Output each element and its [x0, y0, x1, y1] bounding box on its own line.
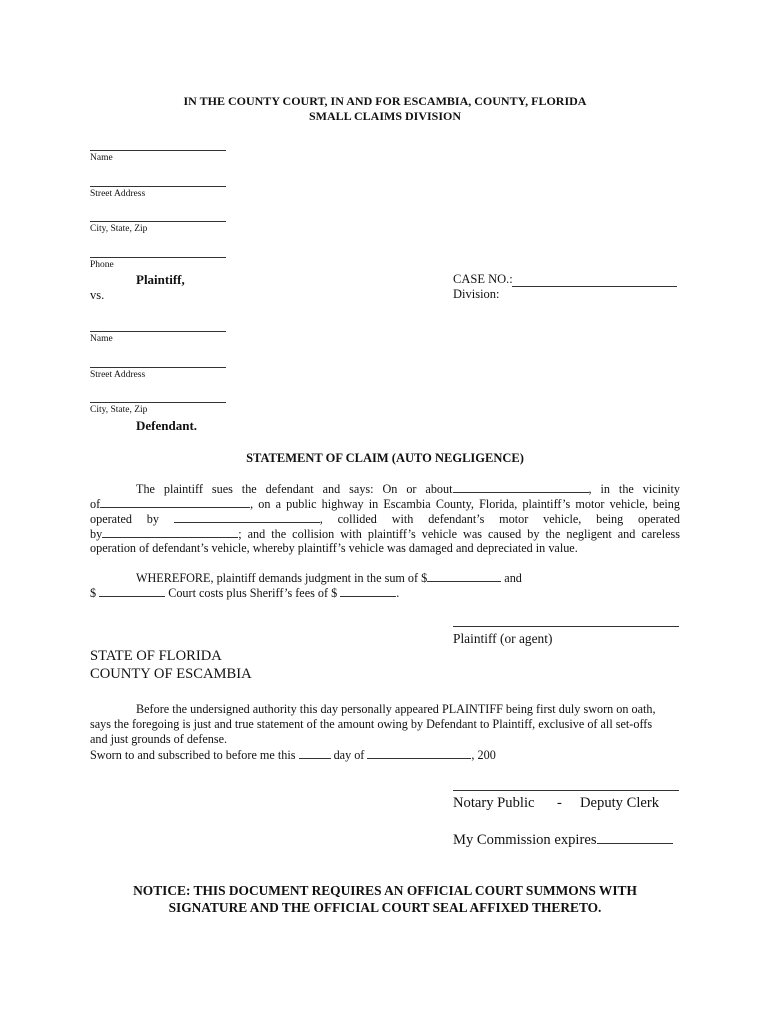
statement-title: STATEMENT OF CLAIM (AUTO NEGLIGENCE): [246, 451, 524, 465]
court-costs-field[interactable]: [99, 585, 165, 597]
year-prefix: , 200: [471, 748, 496, 762]
incident-date-field[interactable]: [453, 481, 589, 493]
defendant-street-line: [90, 367, 226, 368]
defendant-role-label: Defendant.: [136, 418, 198, 433]
wherefore-line-1: [90, 570, 680, 586]
plaintiff-role-label: Plaintiff,: [136, 272, 185, 287]
defendant-name-line: [90, 331, 226, 332]
plaintiff-signature-label: Plaintiff (or agent): [453, 631, 553, 646]
division-label: Division:: [453, 287, 500, 301]
notice-line-1: NOTICE: THIS DOCUMENT REQUIRES AN OFFICIAL COURT SUMMONS WITH: [133, 883, 637, 898]
court-costs-text: Court costs plus Sheriff’s fees of $: [168, 586, 338, 600]
commission-expiry-field[interactable]: [597, 830, 673, 844]
plaintiff-street-label: Street Address: [90, 189, 146, 199]
claim-line-4: [90, 526, 680, 542]
claim-line-2-text: of: [90, 497, 101, 511]
state-line: STATE OF FLORIDA: [90, 648, 222, 664]
oath-line-3: and just grounds of defense.: [90, 732, 228, 746]
claim-line-4-tail: ; and the collision with plaintiff’s vehicle was caused by the negligent and careless: [238, 527, 680, 541]
division-heading: SMALL CLAIMS DIVISION: [308, 109, 462, 123]
wherefore-text: WHEREFORE, plaintiff demands judgment in the sum of $: [136, 571, 428, 585]
dollar-sign: $: [90, 586, 97, 600]
defendant-name-label: Name: [90, 334, 113, 344]
case-number-field[interactable]: [512, 286, 677, 287]
claim-line-2-tail: , on a public highway in Escambia County, Florida, plaintiff’s motor vehicle, being: [250, 497, 680, 511]
vs-label: vs.: [90, 288, 105, 302]
notary-dash: -: [557, 795, 562, 811]
claim-line-1-tail: , in the vicinity: [588, 482, 680, 496]
plaintiff-street-line: [90, 186, 226, 187]
plaintiff-city-label: City, State, Zip: [90, 224, 148, 234]
claim-line-1: [90, 481, 680, 497]
defendant-city-line: [90, 402, 226, 403]
claim-line-3-text: operated by: [90, 512, 159, 526]
plaintiff-name-line: [90, 150, 226, 151]
plaintiff-city-line: [90, 221, 226, 222]
operator-field[interactable]: [174, 511, 320, 523]
claim-line-3-tail: , collided with defendant’s motor vehicle, being operated: [319, 512, 680, 526]
claim-line-1-text: The plaintiff sues the defendant and says: On or about: [136, 482, 453, 496]
notary-signature-field[interactable]: [453, 790, 679, 791]
oath-line-1: Before the undersigned authority this day personally appeared PLAINTIFF being first duly sworn on oath,: [136, 702, 656, 716]
sworn-text: Sworn to and subscribed to before me this: [90, 748, 296, 762]
judgment-amount-field[interactable]: [427, 570, 501, 582]
sheriff-fees-field[interactable]: [340, 585, 396, 597]
commission-text: My Commission expires: [453, 832, 597, 848]
plaintiff-phone-line: [90, 257, 226, 258]
county-line: COUNTY OF ESCAMBIA: [90, 666, 252, 682]
court-heading: IN THE COUNTY COURT, IN AND FOR ESCAMBIA, COUNTY, FLORIDA: [183, 94, 587, 108]
plaintiff-name-label: Name: [90, 153, 113, 163]
claim-line-2: [90, 496, 680, 512]
claim-line-4-text: by: [90, 527, 103, 541]
wherefore-line-2: [90, 585, 680, 601]
claim-line-5: operation of defendant’s vehicle, whereby plaintiff’s vehicle was damaged and depreciated in value.: [90, 541, 578, 555]
case-number-label: CASE NO.:: [453, 272, 513, 286]
sworn-month-field[interactable]: [367, 747, 471, 759]
wherefore-and: and: [504, 571, 522, 585]
day-of-text: day of: [333, 748, 365, 762]
commission-expires-label: [453, 830, 673, 849]
claim-line-3: [90, 511, 680, 527]
plaintiff-signature-field[interactable]: [453, 626, 679, 627]
deputy-clerk-label: Deputy Clerk: [580, 795, 660, 811]
defendant-city-label: City, State, Zip: [90, 405, 148, 415]
notice-line-2: SIGNATURE AND THE OFFICIAL COURT SEAL AFFIXED THERETO.: [168, 900, 602, 915]
oath-line-2: says the foregoing is just and true statement of the amount owing by Defendant to Plaintiff, exclusive of all set-offs: [90, 717, 653, 731]
sworn-line: [90, 747, 680, 763]
defendant-operator-field[interactable]: [102, 526, 238, 538]
vicinity-field[interactable]: [100, 496, 250, 508]
notary-public-label: Notary Public: [453, 795, 535, 811]
sworn-day-field[interactable]: [299, 747, 331, 759]
plaintiff-phone-label: Phone: [90, 260, 114, 270]
wherefore-period: .: [396, 586, 400, 600]
defendant-street-label: Street Address: [90, 370, 146, 380]
